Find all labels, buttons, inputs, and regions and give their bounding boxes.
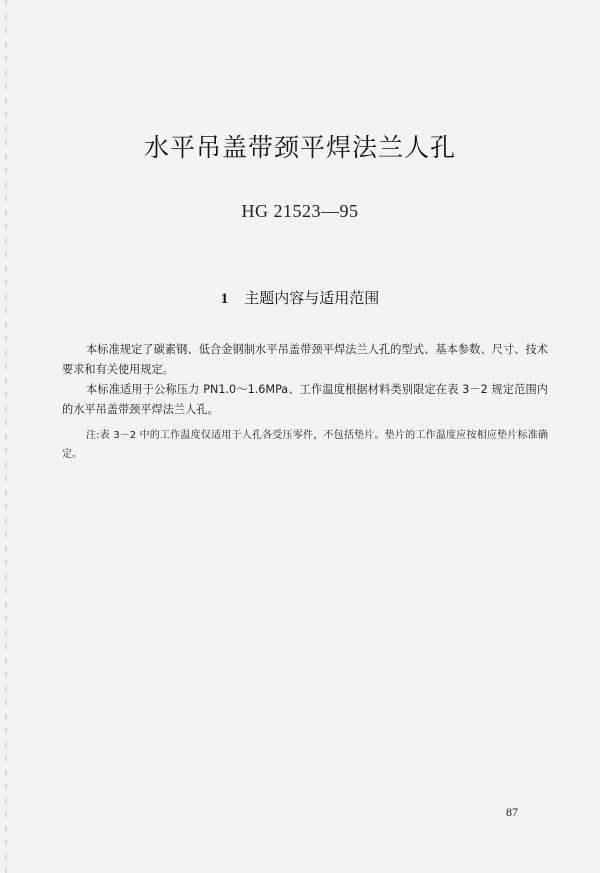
note-paragraph: 注:表 3－2 中的工作温度仅适用于人孔各受压零件，不包括垫片。垫片的工作温度应按相应垫片标准确定。 bbox=[62, 430, 548, 460]
section-heading bbox=[0, 287, 600, 308]
standard-number: HG 21523—95 bbox=[241, 201, 359, 221]
paragraph-scope: 本标准规定了碳素钢、低合金钢制水平吊盖带颈平焊法兰人孔的型式、基本参数、尺寸、技术要求和有关使用规定。 bbox=[62, 343, 548, 376]
section-number: 1 bbox=[220, 291, 229, 307]
page-number: 87 bbox=[506, 805, 518, 819]
section-title: 主题内容与适用范围 bbox=[244, 289, 380, 307]
document-title: 水平吊盖带颈平焊法兰人孔 bbox=[143, 133, 456, 162]
paragraph-applicability: 本标准适用于公称压力 PN1.0～1.6MPa、工作温度根据材料类别限定在表 3－2 规定范围内的水平吊盖带颈平焊法兰人孔。 bbox=[62, 383, 548, 416]
body-text bbox=[62, 340, 548, 464]
